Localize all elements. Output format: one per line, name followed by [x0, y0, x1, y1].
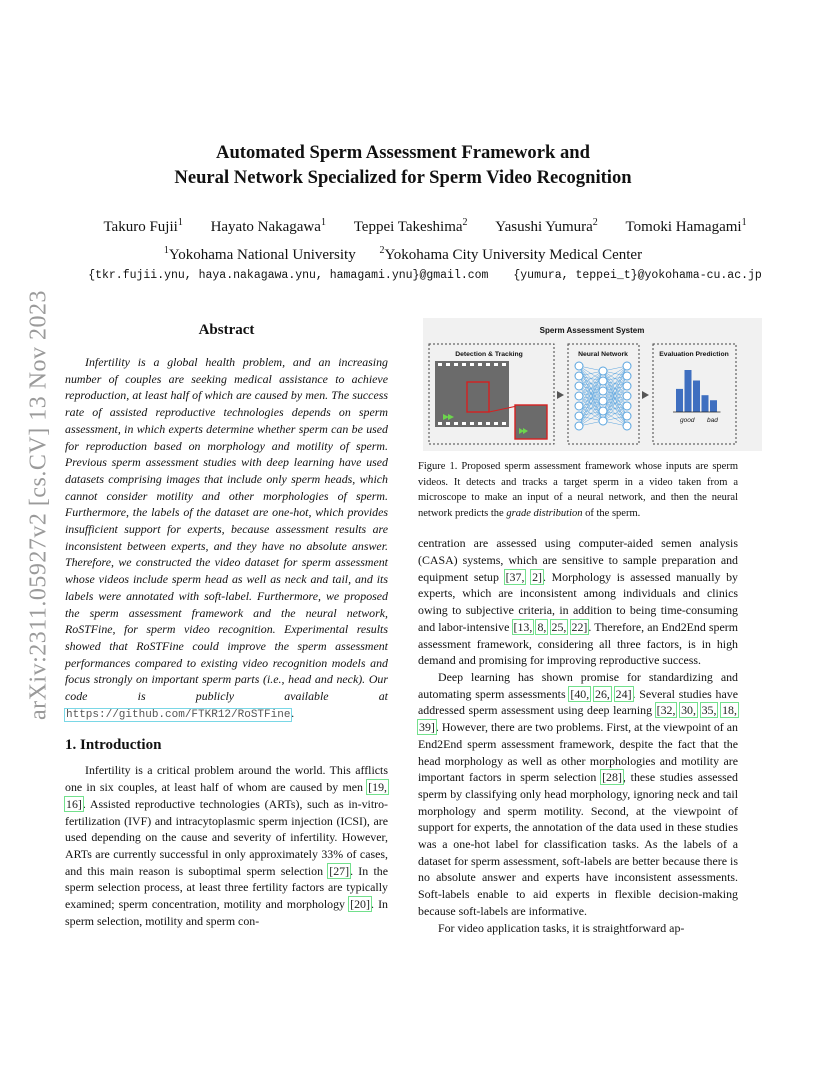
- affil-name: Yokohama City University Medical Center: [384, 247, 643, 263]
- nn-neuron: [599, 397, 607, 405]
- author-name: Hayato Nakagawa: [210, 219, 321, 235]
- author: [626, 217, 747, 237]
- grade-histogram: [673, 370, 721, 412]
- text-run: . Assisted reproductive technologies (ARTs), such as in-vitro-fertilization (IVF) and intracytoplasmic sperm injection (ICSI), are used depending on the cause and severity of infertility. However, ARTs are currently successful in only approximately 33% of cases, and this main reason is suboptimal sperm selection: [65, 796, 388, 878]
- text-run: . Therefore, an End2End sperm assessment framework, considering all three factors, is in high demand and promising for improving reproductive success.: [418, 619, 738, 668]
- diagram-title: Sperm Assessment System: [539, 326, 645, 335]
- citation-link[interactable]: [13,: [513, 619, 533, 634]
- right-paragraph-3: For video application tasks, it is straightforward ap-: [438, 920, 685, 935]
- author-name: Yasushi Yumura: [495, 219, 593, 235]
- nn-neuron: [575, 382, 583, 390]
- affil-mark: 2: [379, 245, 385, 256]
- citation-link[interactable]: [37,: [505, 569, 525, 584]
- histogram-bar: [676, 389, 683, 412]
- section-heading-introduction: 1. Introduction: [65, 737, 162, 754]
- citation-link[interactable]: 16]: [66, 796, 82, 811]
- arrow-icon: [642, 391, 649, 399]
- citation-link[interactable]: 26,: [595, 686, 610, 701]
- nn-neuron: [623, 382, 631, 390]
- author-affil-mark: 2: [592, 217, 598, 228]
- histogram-bar: [710, 400, 717, 412]
- affil-name: Yokohama National University: [168, 247, 356, 263]
- citation-link[interactable]: 18,: [722, 703, 737, 718]
- author: [211, 217, 326, 237]
- citation-link[interactable]: 22]: [571, 619, 588, 634]
- abstract-body: [65, 354, 388, 723]
- author-affil-mark: 2: [462, 217, 468, 228]
- author: [354, 217, 468, 237]
- text-run: centration are assessed using computer-aided semen analysis (CASA) systems, which are sensitive to sample preparation and equipment setup: [418, 536, 738, 584]
- neural-network-label: Neural Network: [578, 351, 628, 358]
- author-list: [60, 217, 790, 237]
- citation-link[interactable]: 2]: [532, 569, 542, 584]
- nn-neuron: [599, 407, 607, 415]
- author: [103, 217, 182, 237]
- intro-paragraph-1: [65, 762, 388, 929]
- histogram-bar: [685, 370, 692, 412]
- framework-diagram: [423, 318, 762, 451]
- nn-neuron: [599, 417, 607, 425]
- paper-title: [60, 140, 746, 190]
- right-paragraph-1: [418, 535, 738, 669]
- text-run: . However, there are two problems. First, at the viewpoint of an End2End sperm assessment framework, despite the fact that the head morphology as well as other morphologies and motility are important factors in sperm selection: [418, 720, 738, 785]
- histogram-bar: [693, 381, 700, 413]
- citation-link[interactable]: [19,: [368, 780, 387, 795]
- citation-link[interactable]: [40,: [570, 686, 590, 701]
- affiliation: [379, 245, 642, 265]
- citation-link[interactable]: [28]: [602, 770, 622, 785]
- film-perforations-bottom: [438, 422, 506, 425]
- nn-neuron: [623, 392, 631, 400]
- nn-neuron: [575, 412, 583, 420]
- nn-neuron: [575, 362, 583, 370]
- text-run: . Morphology is assessed manually by experts, which are inconsistent among individuals and clinics owing to subjective criteria, in addition to being time-consuming and labor-intensive: [418, 569, 738, 634]
- video-frame-crop: [515, 405, 547, 439]
- text-run: . Several studies have addressed sperm assessment using deep learning: [418, 686, 738, 718]
- author-affil-mark: 1: [177, 217, 183, 228]
- text-run: . In the sperm selection process, at least three fertility factors are typically examined; sperm concentration, motility and morphology: [65, 863, 388, 912]
- code-link[interactable]: https://github.com/FTKR12/RoSTFine: [66, 708, 291, 721]
- text-run: . In sperm selection, motility and sperm con-: [65, 897, 388, 928]
- nn-neuron: [623, 372, 631, 380]
- neural-network-graph: [575, 362, 631, 430]
- caption-end: of the sperm.: [582, 507, 641, 519]
- author-name: Teppei Takeshima: [353, 219, 463, 235]
- citation-link[interactable]: [32,: [656, 703, 676, 718]
- author-name: Takuro Fujii: [103, 219, 178, 235]
- figure-caption: [418, 459, 738, 521]
- email-list: [60, 268, 790, 284]
- citation-link[interactable]: [27]: [329, 863, 350, 878]
- author-affil-mark: 1: [741, 217, 747, 228]
- right-paragraph-2: [418, 669, 738, 920]
- evaluation-label: Evaluation Prediction: [659, 351, 729, 358]
- nn-neuron: [575, 392, 583, 400]
- citation-link[interactable]: 24]: [615, 686, 632, 701]
- nn-neuron: [623, 362, 631, 370]
- citation-link[interactable]: 39]: [419, 720, 435, 735]
- citation-link[interactable]: 35,: [701, 703, 717, 718]
- citation-link[interactable]: 8,: [537, 619, 547, 634]
- abstract-text: Infertility is a global health problem, and an increasing number of couples are seeking medical assistance to achieve reproduction, at least half of which are caused by men. The success rate of assisted reproductive technologies depends on sperm assessment, in which experts determine whether sperm can be used for reproduction based on morphology and motility of sperm. Previous sperm assessment studies with deep learning have used datasets comprising images that include only sperm heads, which cannot consider motility and other morphologies of sperm. Furthermore, the labels of the dataset are one-hot, which provides insufficient support for experts, because assessment results are inconsistent between experts, and they have no absolute answer. Therefore, we constructed the video dataset for sperm assessment whose videos include sperm head as well as neck and tail, and its labels were annotated with soft-label. Furthermore, we proposed the sperm assessment framework and the neural network, RoSTFine, for sperm video recognition. Experimental results showed that RoSTFine could improve the sperm assessment performances compared to existing video recognition models and focus strongly on important sperm parts (i.e., head and neck). Our code is publicly available at: [65, 355, 388, 704]
- right-column: [418, 318, 738, 936]
- affiliation: [164, 245, 356, 265]
- arxiv-id-text: arXiv:2311.05927v2 [cs.CV] 13 Nov 2023: [25, 289, 52, 721]
- caption-emphasis: grade distribution: [506, 507, 583, 519]
- label-good: good: [680, 417, 695, 424]
- abstract-heading: Abstract: [198, 322, 255, 338]
- nn-neuron: [623, 412, 631, 420]
- arrow-icon: [557, 391, 564, 399]
- nn-neuron: [575, 372, 583, 380]
- text-run: , these studies assessed sperm by classifying only head morphology, ignoring neck and tail morphology and sperm motility. Second, at the viewpoint of support for experts, the annotation of the data used in these studies was a one-hot label for classification tasks. As the labels of a dataset for sperm assessment, soft-labels are better because there is no absolute answer and experts have inconsistent assessments. Soft-labels enable to aid experts in flexible decision-making because soft-labels are informative.: [418, 770, 738, 918]
- film-perforations-top: [438, 363, 506, 366]
- author: [495, 217, 598, 237]
- nn-neuron: [599, 367, 607, 375]
- affil-mark: 1: [163, 245, 169, 256]
- label-bad: bad: [707, 417, 718, 424]
- nn-neuron: [575, 402, 583, 410]
- histogram-bar: [702, 395, 709, 412]
- figure-1: [423, 318, 762, 451]
- text-run: Infertility is a critical problem around the world. This afflicts one in six couples, at least half of whom are caused by men: [65, 763, 388, 795]
- citation-link[interactable]: 25,: [551, 619, 567, 634]
- citation-link[interactable]: 30,: [681, 703, 696, 718]
- citation-link[interactable]: [20]: [350, 897, 370, 912]
- nn-neuron: [623, 422, 631, 430]
- detection-label: Detection & Tracking: [455, 351, 523, 358]
- nn-neuron: [575, 422, 583, 430]
- title-line-1: Automated Sperm Assessment Framework and: [216, 142, 590, 163]
- email-group-2: {yumura, teppei_t}@yokohama-cu.ac.jp: [513, 269, 762, 282]
- affiliations: [60, 245, 746, 265]
- left-column: [65, 318, 388, 930]
- title-line-2: Neural Network Specialized for Sperm Video Recognition: [174, 167, 632, 188]
- author-affil-mark: 1: [320, 217, 326, 228]
- email-group-1: {tkr.fujii.ynu, haya.nakagawa.ynu, hamagami.ynu}@gmail.com: [88, 269, 489, 282]
- nn-neuron: [599, 387, 607, 395]
- abstract-end: .: [291, 705, 295, 720]
- text-run: Deep learning has shown promise for standardizing and automating sperm assessments: [418, 670, 738, 701]
- arxiv-identifier: [24, 280, 54, 730]
- nn-neuron: [599, 377, 607, 385]
- caption-text: Figure 1. Proposed sperm assessment framework whose inputs are sperm videos. It detects and tracks a target sperm in a video taken from a microscope to make an input of a neural network, and then the neural network predicts the: [418, 461, 738, 519]
- nn-neuron: [623, 402, 631, 410]
- author-name: Tomoki Hamagami: [625, 219, 742, 235]
